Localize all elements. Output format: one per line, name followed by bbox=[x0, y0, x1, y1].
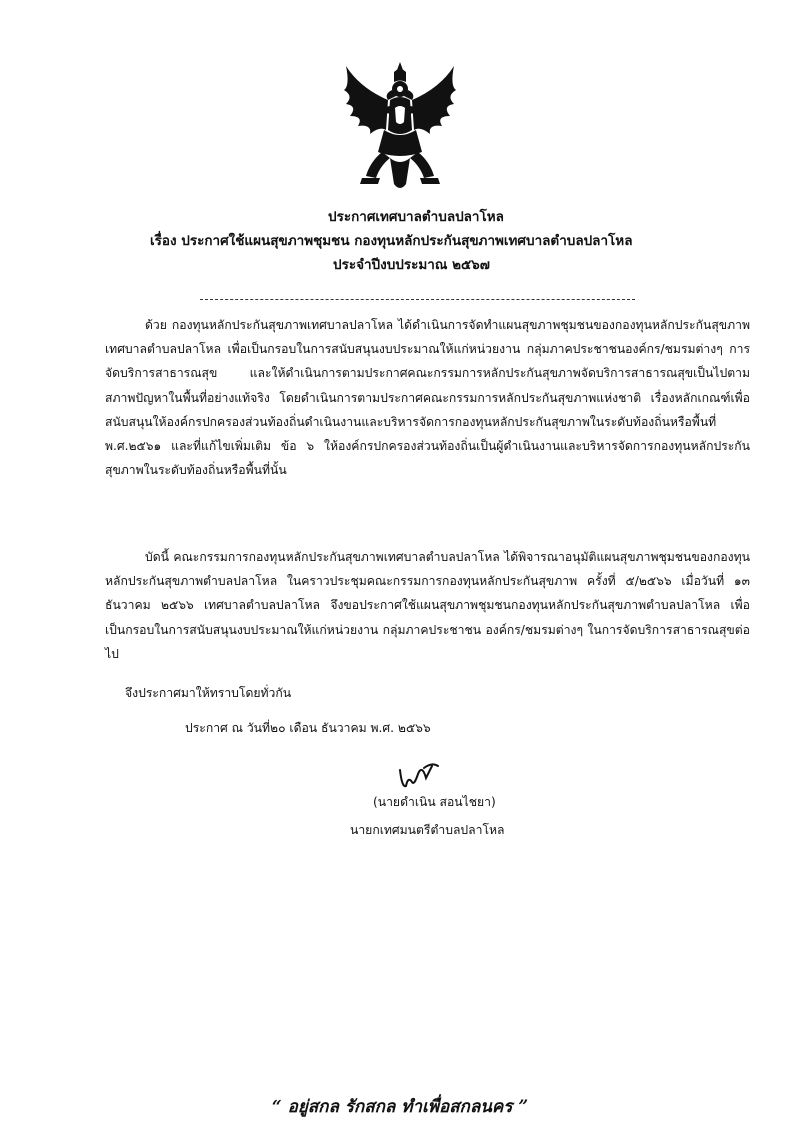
paragraph-2-text: บัดนี้ คณะกรรมการกองทุนหลักประกันสุขภาพเทศบาลตำบลปลาโหล ได้พิจารณาอนุมัติแผนสุขภาพชุมชนของกองทุนหลักประกันสุขภาพตำบลปลาโหล ในคราวประชุมคณะกรรมการกองทุนหลักประกันสุขภาพ ครั้งที่ ๕/๒๕๖๖ เมื่อวันที่ ๑๓ ธันวาคม ๒๕๖๖ เทศบาลตำบลปลาโหล จึงขอประกาศใช้แผนสุขภาพชุมชนกองทุนหลักประกันสุขภาพตำบลปลาโหล เพื่อเป็นกรอบในการสนับสนุนงบประมาณให้แก่หน่วยงาน กลุ่มภาคประชาชน องค์กร/ชมรมต่างๆ ในการจัดบริการสาธารณสุขต่อไป bbox=[105, 550, 750, 661]
signer-name: (นายดำเนิน สอนไชยา) bbox=[373, 795, 496, 809]
announcement-subject: เรื่อง ประกาศใช้แผนสุขภาพชุมชน กองทุนหลักประกันสุขภาพเทศบาลตำบลปลาโหล bbox=[150, 233, 633, 249]
signer-title: นายกเทศมนตรีตำบลปลาโหล bbox=[350, 823, 505, 837]
announcement-title: ประกาศเทศบาลตำบลปลาโหล bbox=[328, 209, 504, 225]
paragraph-1-text: ด้วย กองทุนหลักประกันสุขภาพเทศบาลปลาโหล ได้ดำเนินการจัดทำแผนสุขภาพชุมชนของกองทุนหลักประกันสุขภาพเทศบาลตำบลปลาโหล เพื่อเป็นกรอบในการสนับสนุนงบประมาณให้แก่หน่วยงาน กลุ่มภาคประชาชนองค์กร/ชมรมต่างๆ การจัดบริการสาธารณสุข และให้ดำเนินการตามประกาศคณะกรรมการหลักประกันสุขภาพจัดบริการสาธารณสุขเป็นไปตามสภาพปัญหาในพื้นที่อย่างแท้จริง โดยดำเนินการตามประกาศคณะกรรมการหลักประกันสุขภาพแห่งชาติ เรื่องหลักเกณฑ์เพื่อสนับสนุนให้องค์กรปกครองส่วนท้องถิ่นดำเนินงานและบริหารจัดการกองทุนหลักประกันสุขภาพในระดับท้องถิ่นหรือพื้นที่ พ.ศ.๒๕๖๑ และที่แก้ไขเพิ่มเติม ข้อ ๖ ให้องค์กรปกครองส่วนท้องถิ่นเป็นผู้ดำเนินงานและบริหารจัดการกองทุนหลักประกันสุขภาพในระดับท้องถิ่นหรือพื้นที่นั้น bbox=[105, 318, 750, 478]
paragraph-1 bbox=[105, 313, 750, 482]
garuda-emblem bbox=[340, 60, 460, 195]
announcement-header bbox=[0, 205, 800, 277]
header-divider bbox=[200, 299, 635, 300]
footer-slogan: “ อยู่สกล รักสกล ทำเพื่อสกลนคร ” bbox=[271, 1097, 529, 1117]
paragraph-2 bbox=[105, 545, 750, 666]
announcement-date: ประกาศ ณ วันที่๒๐ เดือน ธันวาคม พ.ศ. ๒๕๖๖ bbox=[185, 721, 431, 735]
notify-statement: จึงประกาศมาให้ทราบโดยทั่วกัน bbox=[125, 686, 292, 700]
fiscal-year: ประจำปีงบประมาณ ๒๕๖๗ bbox=[333, 257, 490, 273]
handwritten-signature bbox=[392, 760, 452, 792]
